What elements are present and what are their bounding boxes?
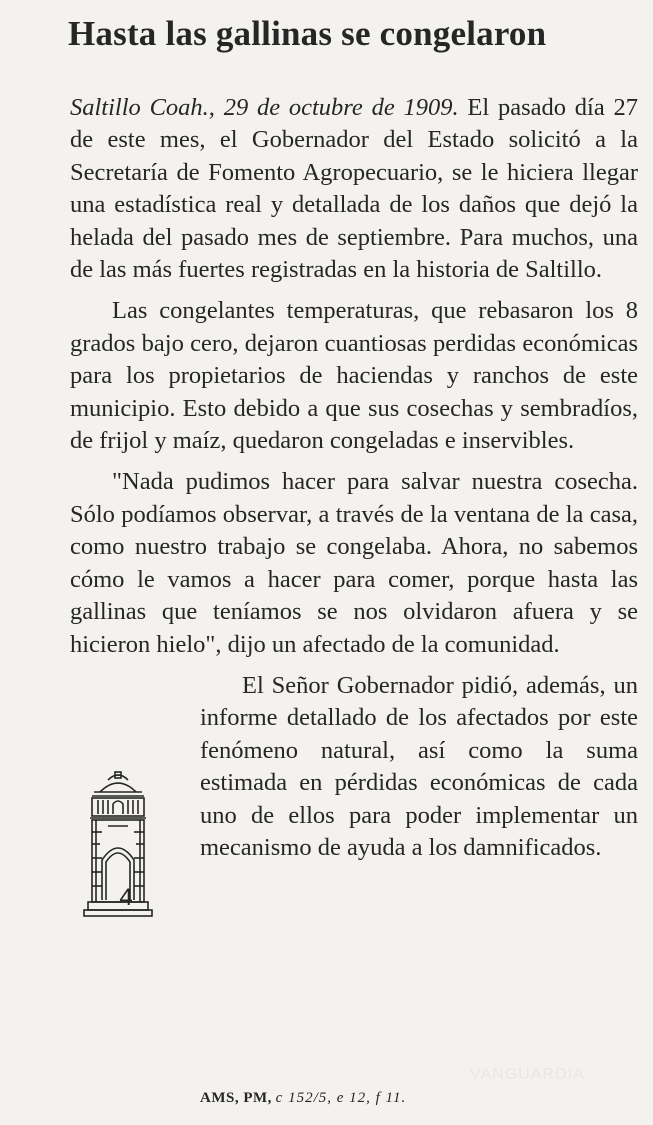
building-tower-icon [70, 766, 196, 916]
watermark: VANGUARDIA [470, 1066, 585, 1083]
paragraph-2: Las congelantes temperaturas, que rebasaron los 8 grados bajo cero, dejaron cuantiosas perdidas económicas para los propietarios de haciendas y ranchos de este municipio. Esto debido a que sus cosechas y sembradíos, de frijol y maíz, quedaron congeladas e inservibles. [70, 297, 638, 455]
source-citation [200, 1090, 640, 1107]
emblem-number: 4 [119, 883, 133, 911]
article-title: Hasta las gallinas se congelaron [68, 14, 547, 53]
paragraph-3: "Nada pudimos hacer para salvar nuestra cosecha. Sólo podíamos observar, a través de la ventana de la casa, como nuestro trabajo se congelaba. Ahora, no sabemos cómo le vamos a hacer para comer, porque hasta las gallinas que teníamos se nos olvidaron afuera y se hicieron hielo", dijo un afectado de la comunidad. [70, 468, 638, 658]
paragraph-4-wrap [70, 670, 638, 911]
paragraph-1 [70, 92, 638, 286]
citation-reference: c 152/5, e 12, f 11. [275, 1090, 407, 1106]
citation-author: AMS, PM, [200, 1090, 272, 1106]
article-body [70, 92, 638, 916]
paragraph-4: El Señor Gobernador pidió, además, un informe detallado de los afectados por este fenómeno natural, así como la suma estimada en pérdidas económicas de cada uno de ellos para poder implementar un mecanismo de ayuda a los damnificados. [200, 671, 638, 861]
dateline: Saltillo Coah., 29 de octubre de 1909. [70, 94, 459, 121]
paragraph-1-text: El pasado día 27 de este mes, el Gobernador del Estado solicitó a la Secretaría de Fomento Agropecuario, se le hiciera llegar una estadística real y detallada de los daños que dejó la helada del pasado mes de septiembre. Para muchos, una de las más fuertes registradas en la historia de Saltillo. [70, 94, 638, 284]
